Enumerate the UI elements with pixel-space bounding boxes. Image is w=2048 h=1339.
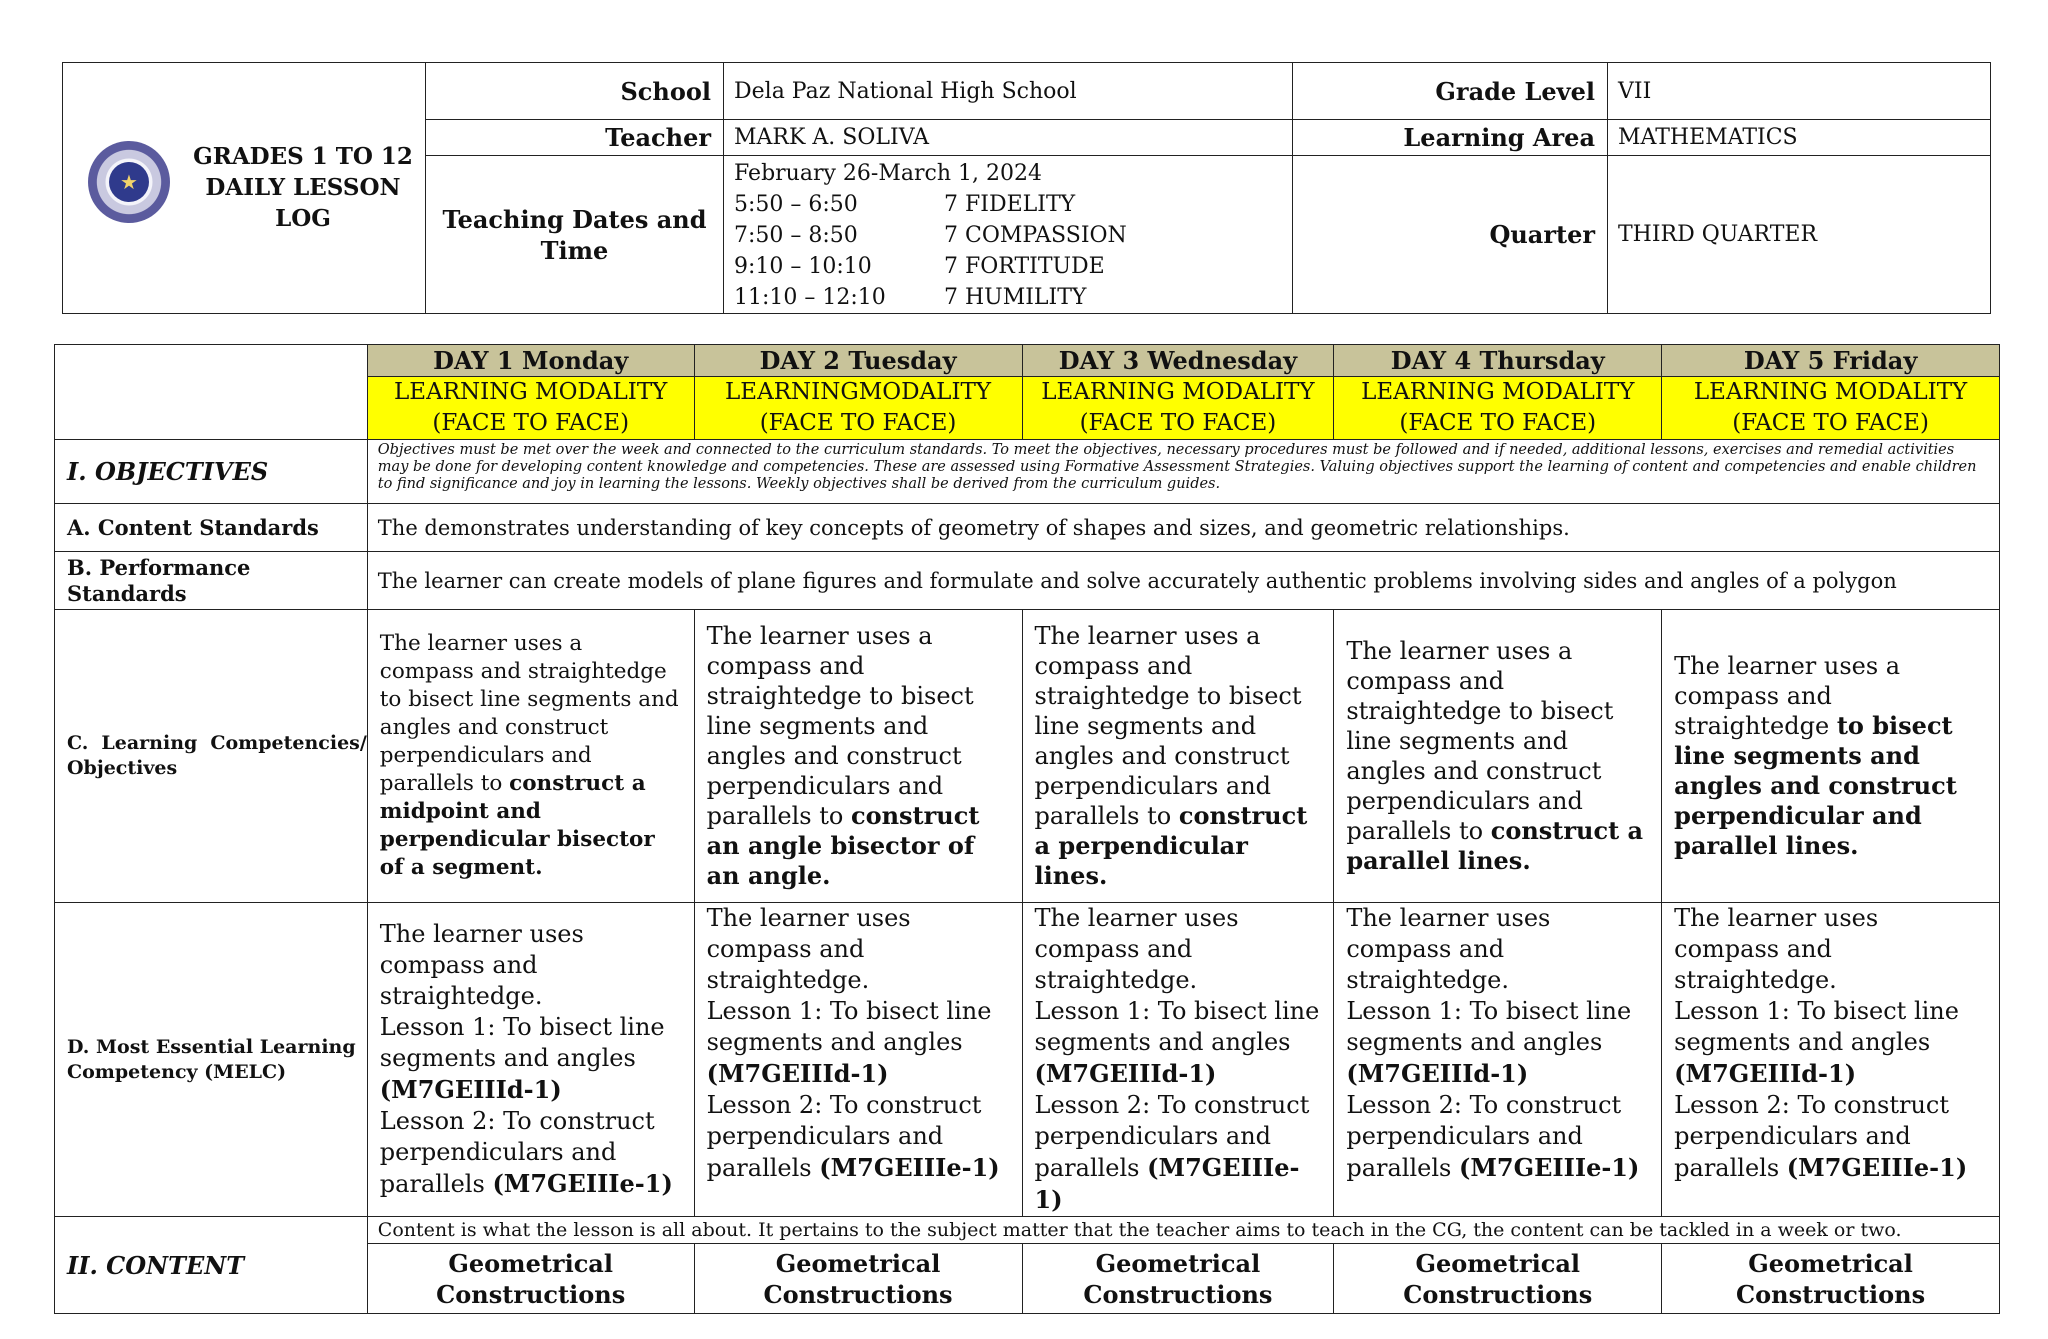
modality-cell: LEARNING MODALITY (FACE TO FACE) bbox=[1022, 377, 1334, 440]
competencies-label: C. Learning Competencies/ Objectives bbox=[55, 610, 368, 903]
melc-cell: The learner uses compass and straightedge. Lesson 1: To bisect line segments and angles (M7GEIIId-1) Lesson 2: To construct perpendiculars and parallels (M7GEIIIe-1) bbox=[367, 903, 694, 1217]
day-header: DAY 1 Monday bbox=[367, 345, 694, 377]
objectives-label: I. OBJECTIVES bbox=[55, 440, 368, 504]
teaching-dates-label: Teaching Dates and Time bbox=[426, 156, 724, 314]
schedule-row: 9:10 – 10:10 7 FORTITUDE bbox=[734, 254, 1105, 279]
content-cell: Geometrical Constructions bbox=[1022, 1244, 1334, 1314]
melc-cell: The learner uses compass and straightedge. Lesson 1: To bisect line segments and angles (M7GEIIId-1) Lesson 2: To construct perpendiculars and parallels (M7GEIIIe-1) bbox=[1334, 903, 1662, 1217]
content-note: Content is what the lesson is all about. It pertains to the subject matter that the teacher aims to teach in the CG, the content can be tackled in a week or two. bbox=[367, 1217, 1999, 1244]
content-standards-label: A. Content Standards bbox=[55, 504, 368, 552]
document-title: GRADES 1 TO 12 DAILY LESSON LOG bbox=[193, 143, 413, 232]
melc-cell: The learner uses compass and straightedge. Lesson 1: To bisect line segments and angles (M7GEIIId-1) Lesson 2: To construct perpendiculars and parallels (M7GEIIIe-1) bbox=[694, 903, 1022, 1217]
corner-cell bbox=[55, 345, 368, 440]
modality-cell: LEARNING MODALITY (FACE TO FACE) bbox=[367, 377, 694, 440]
competency-cell: The learner uses a compass and straightedge to bisect line segments and angles and construct perpendiculars and parallels to construct a midpoint and perpendicular bisector of a segment. bbox=[367, 610, 694, 903]
teaching-dates-value bbox=[724, 156, 1293, 314]
schedule-row: 7:50 – 8:50 7 COMPASSION bbox=[734, 223, 1127, 248]
content-label: II. CONTENT bbox=[55, 1217, 368, 1314]
melc-label: D. Most Essential Learning Competency (MELC) bbox=[55, 903, 368, 1217]
content-cell: Geometrical Constructions bbox=[1662, 1244, 2000, 1314]
schedule-row: 11:10 – 12:10 7 HUMILITY bbox=[734, 285, 1087, 310]
school-value: Dela Paz National High School bbox=[724, 63, 1293, 120]
grade-level-value: VII bbox=[1608, 63, 1991, 120]
day-header: DAY 3 Wednesday bbox=[1022, 345, 1334, 377]
schedule-row: 5:50 – 6:50 7 FIDELITY bbox=[734, 192, 1076, 217]
header-logo-cell bbox=[63, 63, 426, 314]
melc-cell: The learner uses compass and straightedge. Lesson 1: To bisect line segments and angles (M7GEIIId-1) Lesson 2: To construct perpendiculars and parallels (M7GEIIIe-1) bbox=[1662, 903, 2000, 1217]
deped-seal-icon: ★ bbox=[88, 141, 170, 223]
school-label: School bbox=[426, 63, 724, 120]
day-header: DAY 4 Thursday bbox=[1334, 345, 1662, 377]
day-header: DAY 2 Tuesday bbox=[694, 345, 1022, 377]
quarter-label: Quarter bbox=[1293, 156, 1608, 314]
content-cell: Geometrical Constructions bbox=[1334, 1244, 1662, 1314]
day-header: DAY 5 Friday bbox=[1662, 345, 2000, 377]
content-standards-text: The demonstrates understanding of key concepts of geometry of shapes and sizes, and geometric relationships. bbox=[367, 504, 1999, 552]
content-cell: Geometrical Constructions bbox=[694, 1244, 1022, 1314]
lesson-log-table bbox=[54, 344, 2000, 1314]
performance-standards-label: B. Performance Standards bbox=[55, 552, 368, 610]
objectives-note: Objectives must be met over the week and connected to the curriculum standards. To meet the objectives, necessary procedures must be followed and if needed, additional lessons, exercises and remedial activities may be done for developing content knowledge and competencies. These are assessed using Formative Assessment Strategies. Valuing objectives support the learning of content and competencies and enable children to find significance and joy in learning the lessons. Weekly objectives shall be derived from the curriculum guides. bbox=[367, 440, 1999, 504]
competency-cell: The learner uses a compass and straightedge to bisect line segments and angles and construct perpendiculars and parallels to construct an angle bisector of an angle. bbox=[694, 610, 1022, 903]
teacher-value: MARK A. SOLIVA bbox=[724, 120, 1293, 156]
dates-range: February 26-March 1, 2024 bbox=[734, 161, 1042, 186]
competency-cell: The learner uses a compass and straightedge to bisect line segments and angles and construct perpendiculars and parallels to construct a parallel lines. bbox=[1334, 610, 1662, 903]
quarter-value: THIRD QUARTER bbox=[1608, 156, 1991, 314]
melc-cell: The learner uses compass and straightedge. Lesson 1: To bisect line segments and angles (M7GEIIId-1) Lesson 2: To construct perpendiculars and parallels (M7GEIIIe-1) bbox=[1022, 903, 1334, 1217]
performance-standards-text: The learner can create models of plane figures and formulate and solve accurately authentic problems involving sides and angles of a polygon bbox=[367, 552, 1999, 610]
learning-area-value: MATHEMATICS bbox=[1608, 120, 1991, 156]
learning-area-label: Learning Area bbox=[1293, 120, 1608, 156]
modality-cell: LEARNING MODALITY (FACE TO FACE) bbox=[1334, 377, 1662, 440]
modality-cell: LEARNINGMODALITY (FACE TO FACE) bbox=[694, 377, 1022, 440]
header-table bbox=[62, 62, 1991, 314]
modality-cell: LEARNING MODALITY (FACE TO FACE) bbox=[1662, 377, 2000, 440]
content-cell: Geometrical Constructions bbox=[367, 1244, 694, 1314]
competency-cell: The learner uses a compass and straightedge to bisect line segments and angles and construct perpendicular and parallel lines. bbox=[1662, 610, 2000, 903]
teacher-label: Teacher bbox=[426, 120, 724, 156]
competency-cell: The learner uses a compass and straightedge to bisect line segments and angles and construct perpendiculars and parallels to construct a perpendicular lines. bbox=[1022, 610, 1334, 903]
grade-level-label: Grade Level bbox=[1293, 63, 1608, 120]
